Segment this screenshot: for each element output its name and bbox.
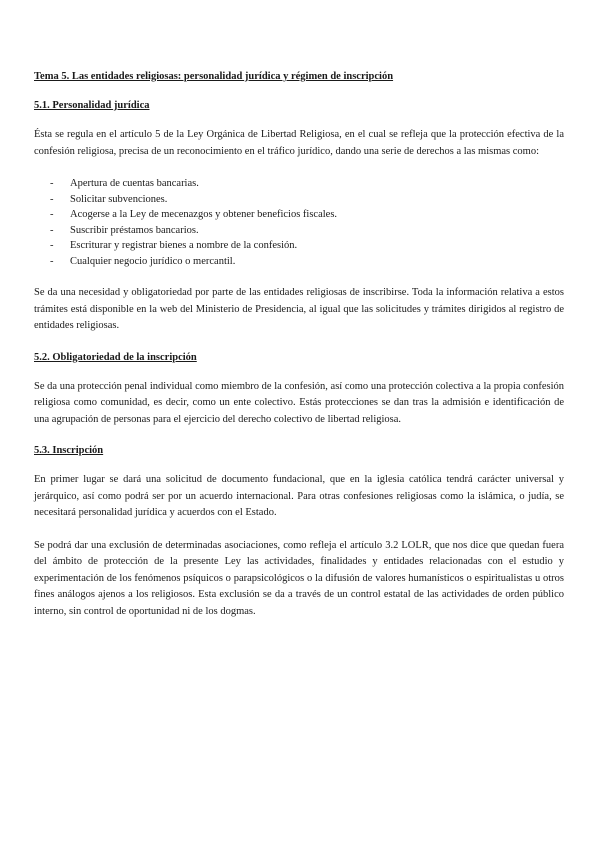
section-heading-obligatoriedad: 5.2. Obligatoriedad de la inscripción [34, 351, 197, 363]
list-item [34, 238, 564, 254]
bullet-dash: - [50, 178, 54, 189]
bullet-dash: - [50, 209, 54, 220]
list-item-text: Solicitar subvenciones. [70, 193, 168, 205]
section-heading-personalidad: 5.1. Personalidad jurídica [34, 100, 150, 111]
section-heading-inscripcion: 5.3. Inscripción [34, 445, 104, 456]
bullet-dash: - [50, 193, 54, 205]
list-item-text: Suscribir préstamos bancarios. [70, 224, 199, 236]
list-item-text: Acogerse a la Ley de mecenazgos y obtener beneficios fiscales. [70, 209, 338, 220]
list-item-text: Cualquier negocio jurídico o mercantil. [70, 255, 236, 267]
section3-para1: En primer lugar se dará una solicitud de documento fundacional, que en la iglesia católica tendrá carácter universal y jerárquico, así como podrá ser por un acuerdo internacional. Para otras confesiones religiosas como la islámica, o judía, se necesitará personalidad jurídica y acuerdos con el Estado. [34, 474, 564, 518]
list-item [34, 192, 564, 208]
list-item [34, 254, 564, 270]
document-title: Tema 5. Las entidades religiosas: personalidad jurídica y régimen de inscripción [34, 71, 394, 82]
list-item [34, 176, 564, 192]
section3-para2: Se podrá dar una exclusión de determinadas asociaciones, como refleja el artículo 3.2 LOLR, que nos dice que quedan fuera del ámbito de protección de la presente Ley las actividades, finalidades y entidades relacionadas con el estudio y experimentación de los fenómenos psíquicos o parapsicológicos o la difusión de valores humanísticos o espiritualistas u otros fines análogos ajenos a los religiosos. Esta exclusión se da a través de un control estatal de las actividades de orden público interno, sin control de oportunidad ni de los dogmas. [34, 539, 564, 617]
bullet-dash: - [50, 255, 54, 267]
document-body [34, 70, 564, 636]
list-item-text: Apertura de cuentas bancarias. [70, 178, 199, 189]
list-item [34, 207, 564, 223]
bullet-dash: - [50, 224, 54, 236]
list-item-text: Escriturar y registrar bienes a nombre de la confesión. [70, 240, 298, 251]
list-item [34, 223, 564, 239]
section1-intro: Ésta se regula en el artículo 5 de la Ley Orgánica de Libertad Religiosa, en el cual se refleja que la protección efectiva de la confesión religiosa, precisa de un reconocimiento en el tráfico jurídico, dando una serie de derechos a las mismas como: [34, 129, 564, 157]
rights-list [34, 176, 564, 269]
bullet-dash: - [50, 240, 54, 251]
section2-text: Se da una protección penal individual como miembro de la confesión, así como una protección colectiva a la propia confesión religiosa como comunidad, es decir, como un ente colectivo. Estás protecciones se dan tras la admisión e identificación de una agrupación de personas para el ejercicio del derecho colectivo de libertad religiosa. [34, 380, 564, 425]
section1-closing: Se da una necesidad y obligatoriedad por parte de las entidades religiosas de inscribirse. Toda la información relativa a estos trámites está disponible en la web del Ministerio de Presidencia, al igual que las solicitudes y trámites dirigidos al registro de entidades religiosas. [34, 287, 564, 331]
